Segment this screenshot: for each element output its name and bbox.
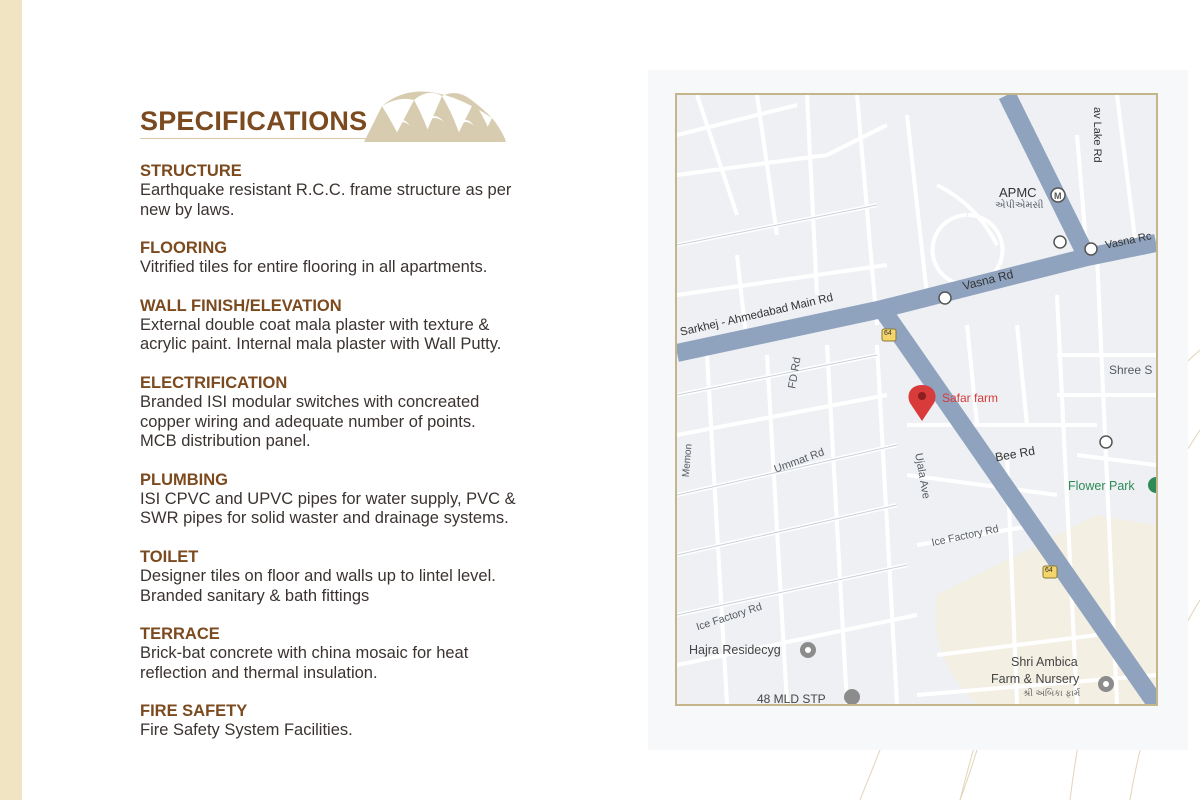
- spec-wall-finish: [140, 297, 560, 355]
- spec-terrace: [140, 625, 560, 683]
- map-label-apmc: APMC: [999, 185, 1037, 200]
- map-label-vasna-rd: Vasna Rd: [961, 266, 1015, 294]
- map-label-ice-factory-rd-2: Ice Factory Rd: [694, 600, 764, 634]
- map-label-memon: Memon: [680, 443, 695, 478]
- spec-fire-safety: [140, 702, 560, 741]
- map-label-sarkhej-rd: Sarkhej - Ahmedabad Main Rd: [679, 291, 835, 339]
- spec-structure: [140, 162, 560, 220]
- spec-electrification: [140, 374, 560, 452]
- map-label-ummat-rd: Ummat Rd: [772, 446, 827, 476]
- spec-line: Branded sanitary & bath fittings: [140, 586, 370, 605]
- map-label-flower-park: Flower Park: [1068, 479, 1135, 493]
- map-label-fd-rd: FD Rd: [786, 356, 804, 390]
- spec-line: Designer tiles on floor and walls up to lintel level.: [140, 566, 496, 585]
- map-label-highway-64-a: 64: [884, 330, 892, 337]
- spec-heading: FLOORING: [140, 239, 228, 258]
- map-label-shree: Shree S: [1109, 363, 1153, 377]
- svg-text:M: M: [1054, 191, 1062, 201]
- spec-heading: PLUMBING: [140, 470, 228, 489]
- title-block: [140, 76, 510, 142]
- location-map[interactable]: [675, 93, 1158, 706]
- map-label-mld-stp: 48 MLD STP: [757, 692, 826, 706]
- spec-line: Earthquake resistant R.C.C. frame structure as per: [140, 181, 512, 199]
- spec-line: MCB distribution panel.: [140, 432, 311, 451]
- location-pin-icon: [909, 385, 936, 421]
- map-label-vasna-rd-right: Vasna Rc: [1104, 230, 1153, 252]
- spec-line: Fire Safety System Facilities.: [140, 721, 353, 740]
- map-label-hajra: Hajra Residecyg: [689, 643, 781, 657]
- map-label-highway-64-b: 64: [1045, 567, 1053, 574]
- spec-heading: FIRE SAFETY: [140, 702, 248, 721]
- spec-line: Branded ISI modular switches with concreated: [140, 392, 480, 411]
- dome-logo-icon: [362, 78, 506, 142]
- map-label-bee-rd: Bee Rd: [994, 443, 1036, 465]
- map-label-ujala-ave: Ujala Ave: [912, 452, 933, 500]
- spec-heading: STRUCTURE: [140, 162, 242, 180]
- spec-line: Vitrified tiles for entire flooring in all apartments.: [140, 258, 488, 277]
- spec-line: acrylic paint. Internal mala plaster with Wall Putty.: [140, 335, 502, 354]
- spec-line: ISI CPVC and UPVC pipes for water supply, PVC &: [140, 489, 516, 508]
- spec-line: External double coat mala plaster with texture &: [140, 315, 490, 334]
- spec-heading: ELECTRIFICATION: [140, 373, 288, 392]
- spec-line: copper wiring and adequate number of points.: [140, 412, 476, 431]
- spec-heading: TERRACE: [140, 625, 220, 644]
- map-label-lake-rd: av Lake Rd: [1091, 107, 1103, 163]
- spec-line: reflection and thermal insulation.: [140, 663, 378, 682]
- map-label-shri-ambica-1: Shri Ambica: [1011, 655, 1078, 669]
- map-label-apmc-gujarati: એપીએમસી: [995, 200, 1044, 211]
- page-title: SPECIFICATIONS: [140, 106, 368, 136]
- metro-station-icon: [1051, 188, 1065, 202]
- specifications-list: [140, 162, 560, 760]
- spec-plumbing: [140, 471, 560, 529]
- map-label-shri-ambica-2: Farm & Nursery: [991, 672, 1080, 686]
- spec-line: Brick-bat concrete with china mosaic for heat: [140, 644, 469, 663]
- map-label-shri-ambica-gujarati: શ્રી અંબિકા ફાર્મ: [1023, 688, 1081, 698]
- spec-toilet: [140, 548, 560, 606]
- spec-heading: TOILET: [140, 547, 199, 566]
- map-label-ice-factory-rd-1: Ice Factory Rd: [930, 523, 1000, 549]
- spec-line: new by laws.: [140, 200, 235, 219]
- spec-line: SWR pipes for solid waster and drainage systems.: [140, 509, 509, 528]
- map-label-safar-farm: Safar farm: [942, 391, 999, 405]
- spec-flooring: [140, 239, 560, 278]
- left-decorative-strip: [0, 0, 22, 800]
- spec-heading: WALL FINISH/ELEVATION: [140, 296, 342, 315]
